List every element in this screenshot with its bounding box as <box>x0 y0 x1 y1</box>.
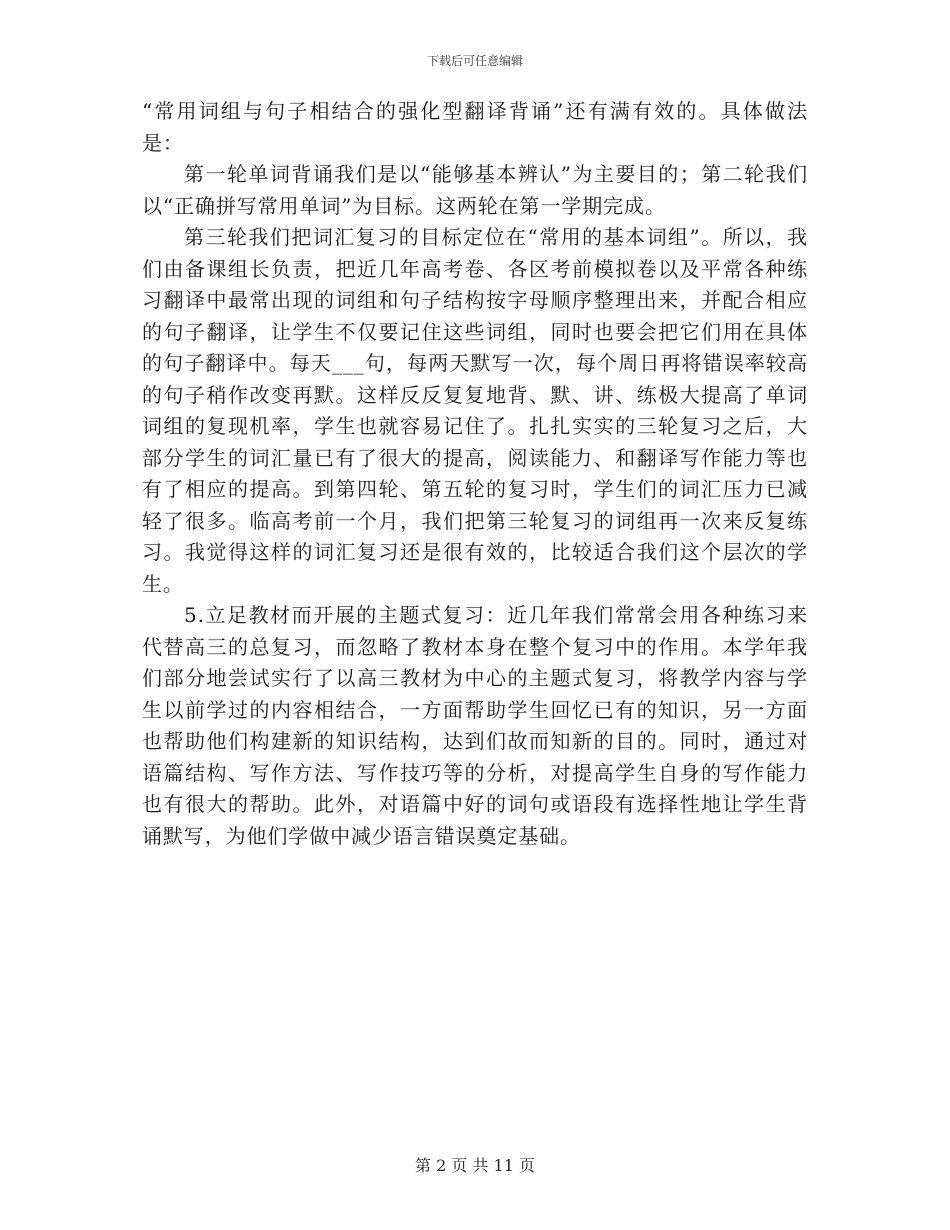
document-body <box>142 96 808 852</box>
page-number: 第 2 页 共 11 页 <box>415 1156 535 1175</box>
page-header-note: 下载后可任意编辑 <box>426 54 523 68</box>
paragraph-round-one-two: 第一轮单词背诵我们是以“能够基本辨认”为主要目的；第二轮我们以“正确拼写常用单词”为目标。这两轮在第一学期完成。 <box>142 162 808 218</box>
paragraph-intro: “常用词组与句子相结合的强化型翻译背诵”还有满有效的。具体做法是： <box>142 99 808 155</box>
paragraph-round-three: 第三轮我们把词汇复习的目标定位在“常用的基本词组”。所以，我们由备课组长负责，把近几年高考卷、各区考前模拟卷以及平常各种练习翻译中最常出现的词组和句子结构按字母顺序整理出来，并配合相应的句子翻译，让学生不仅要记住这些词组，同时也要会把它们用在具体的句子翻译中。每天___句，每两天默写一次，每个周日再将错误率较高的句子稍作改变再默。这样反反复复地背、默、讲、练极大提高了单词词组的复现机率，学生也就容易记住了。扎扎实实的三轮复习之后，大部分学生的词汇量已有了很大的提高，阅读能力、和翻译写作能力等也有了相应的提高。到第四轮、第五轮的复习时，学生们的词汇压力已减轻了很多。临高考前一个月，我们把第三轮复习的词组再一次来反复练习。我觉得这样的词汇复习还是很有效的，比较适合我们这个层次的学生。 <box>142 225 808 596</box>
paragraph-topic-review: 5.立足教材而开展的主题式复习：近几年我们常常会用各种练习来代替高三的总复习，而忽略了教材本身在整个复习中的作用。本学年我们部分地尝试实行了以高三教材为中心的主题式复习，将教学内容与学生以前学过的内容相结合，一方面帮助学生回忆已有的知识，另一方面也帮助他们构建新的知识结构，达到们故而知新的目的。同时，通过对语篇结构、写作方法、写作技巧等的分析，对提高学生自身的写作能力也有很大的帮助。此外，对语篇中好的词句或语段有选择性地让学生背诵默写，为他们学做中减少语言错误奠定基础。 <box>142 603 808 848</box>
